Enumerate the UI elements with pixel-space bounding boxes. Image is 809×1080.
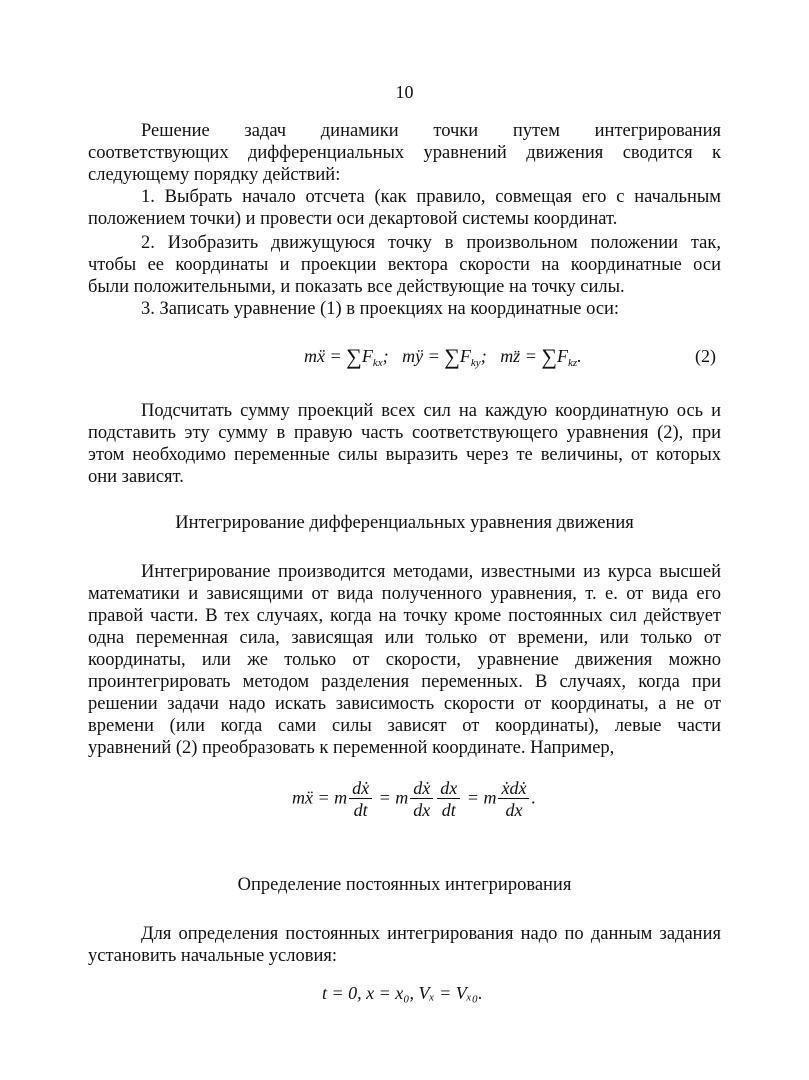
step2-line-1: 2. Изобразить движущуюся точку в произвольном положении так,	[141, 233, 721, 253]
equation-initial-conditions: t = 0, x = x₀, Vₓ = Vₓ₀.	[322, 983, 483, 1003]
integ-line-3: правой части. В тех случаях, когда на точку кроме постоянных сил действует	[88, 606, 721, 626]
eq2-y-sub: ky	[470, 357, 481, 369]
integ-line-2: математики и зависящими от вида полученного уравнения, т. е. от вида его	[88, 584, 721, 604]
sum-para-line-2: подставить эту сумму в правую часть соответствующего уравнения (2), при	[88, 423, 721, 443]
integ-line-1: Интегрирование производится методами, известными из курса высшей	[141, 562, 721, 582]
section-heading-integration: Интегрирование дифференциальных уравнения движения	[175, 513, 634, 533]
sum-icon: ∑	[541, 344, 558, 369]
eq3-frac-4: $\frac{\text{ẋdẋ}}{dx}$	[498, 778, 529, 821]
const-line-2: установить начальные условия:	[88, 946, 338, 966]
eq3-lhs: mẍ = m	[292, 787, 348, 808]
integ-line-7: решении задачи надо искать зависимость скорости от координаты, а не от	[88, 694, 721, 714]
step2-line-3: были положительными, и показать все действующие на точку силы.	[88, 277, 625, 297]
sum-icon: ∑	[346, 344, 362, 369]
eq2-y: mÿ =	[402, 346, 445, 366]
eq3-frac-1: $\frac{\text{dẋ}}{dt}$	[349, 778, 372, 821]
integ-line-9: уравнений (2) преобразовать к переменной координате. Например,	[88, 738, 615, 758]
integ-line-4: одна переменная сила, зависящая или только от времени, или только от	[88, 628, 721, 648]
equation-2-number: (2)	[695, 346, 716, 366]
page-number: 10	[395, 82, 414, 102]
step1-line-2: положением точки) и провести оси декартовой системы координат.	[88, 209, 618, 229]
eq2-z: mz̈ =	[500, 346, 542, 366]
sum-para-line-3: этом необходимо переменные силы выразить через те величины, от которых	[88, 445, 721, 465]
equation-3: mẍ = m $\frac{\text{dẋ}}{dt}$ = m $\frac{\text{dẋ}}{dx}$ $\frac{dx}{dt}$ = m $\frac{\text{ẋdẋ}}{dx}$ .	[292, 778, 536, 820]
integ-line-6: проинтегрировать методом разделения переменных. В случаях, когда при	[88, 672, 721, 692]
eq3-frac-3: $\frac{dx}{dt}$	[437, 778, 460, 821]
sum-icon: ∑	[444, 344, 460, 369]
intro-line-3: следующему порядку действий:	[88, 165, 341, 185]
sum-para-line-4: они зависят.	[88, 467, 184, 487]
step3-line: 3. Записать уравнение (1) в проекциях на координатные оси:	[141, 299, 620, 319]
eq2-x-sub: kx	[372, 357, 383, 369]
eq3-frac-2: $\frac{\text{dẋ}}{dx}$	[410, 778, 433, 821]
intro-line-2: соответствующих дифференциальных уравнений движения сводится к	[88, 143, 721, 163]
integ-line-8: времени (или когда сами силы зависят от координаты), левые части	[88, 716, 721, 736]
sum-para-line-1: Подсчитать сумму проекций всех сил на каждую координатную ось и	[141, 401, 721, 421]
step2-line-2: чтобы ее координаты и проекции вектора скорости на координатные оси	[88, 255, 721, 275]
const-line-1: Для определения постоянных интегрирования надо по данным задания	[141, 924, 721, 944]
intro-line-1: Решение задач динамики точки путем интегрирования	[141, 121, 721, 141]
step1-line-1: 1. Выбрать начало отсчета (как правило, совмещая его с начальным	[141, 187, 721, 207]
section-heading-constants: Определение постоянных интегрирования	[237, 875, 572, 895]
eq2-z-sub: kz	[568, 357, 578, 369]
integ-line-5: координаты, или же только от скорости, уравнение движения можно	[88, 650, 721, 670]
eq2-x: mẍ =	[304, 346, 347, 366]
equation-2: mẍ = $\sum F_{kx}$; mÿ = $\sum F_{ky}$; mz̈ = $\sum F_{kz}$.	[304, 344, 582, 369]
